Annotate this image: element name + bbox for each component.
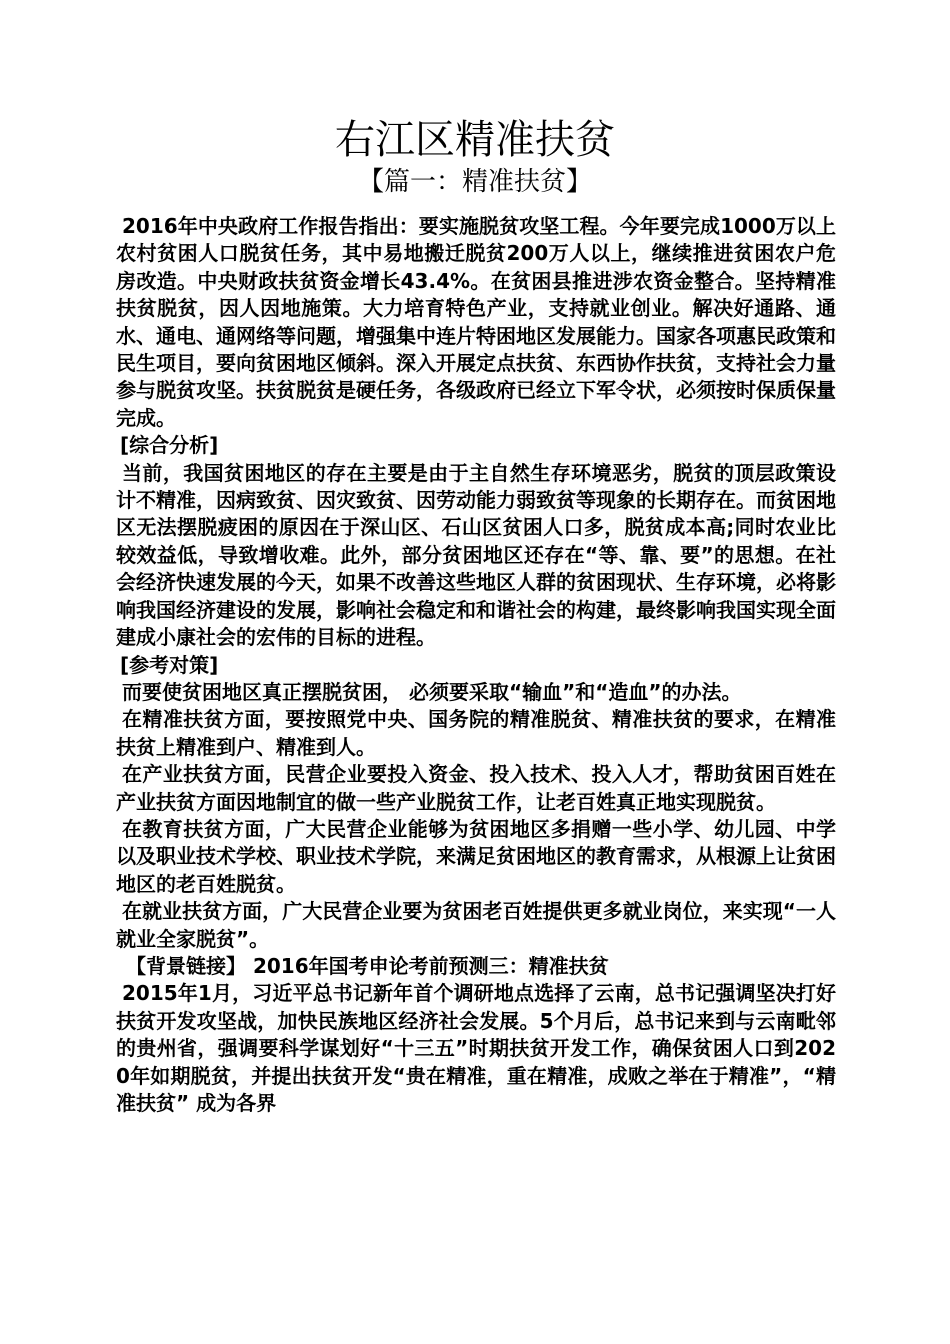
paragraph-measure-1: 而要使贫困地区真正摆脱贫困， 必须要采取“输血”和“造血”的办法。	[122, 679, 742, 704]
paragraph-measure-3: 在产业扶贫方面，民营企业要投入资金、投入技术、投入人才，帮助贫困百姓在产业扶贫方面因地制宜的做一些产业脱贫工作，让老百姓真正地实现脱贫。	[116, 762, 836, 814]
background-title: 2016年国考申论考前预测三：精准扶贫	[246, 953, 609, 978]
document-title: 右江区精准扶贫	[335, 117, 615, 163]
paragraph-background: 2015年1月，习近平总书记新年首个调研地点选择了云南，总书记强调坚决打好扶贫开发攻坚战，加快民族地区经济社会发展。5个月后，总书记来到与云南毗邻的贵州省，强调要科学谋划好“十三五”时期扶贫开发工作，确保贫困人口到2020年如期脱贫，并提出扶贫开发“贵在精准，重在精准，成败之举在于精准”，“精准扶贫” 成为各界	[116, 981, 836, 1115]
paragraph-measure-2: 在精准扶贫方面，要按照党中央、国务院的精准脱贫、精准扶贫的要求，在精准扶贫上精准到户、精准到人。	[116, 707, 836, 759]
paragraph-measure-5: 在就业扶贫方面，广大民营企业要为贫困老百姓提供更多就业岗位，来实现“一人就业全家脱贫”。	[116, 899, 836, 951]
paragraph-analysis: 当前，我国贫困地区的存在主要是由于主自然生存环境恶劣，脱贫的顶层政策设计不精准，因病致贫、因灾致贫、因劳动能力弱致贫等现象的长期存在。而贫困地区无法摆脱疲困的原因在于深山区、石山区贫困人口多，脱贫成本高;同时农业比较效益低，导致增收难。此外，部分贫困地区还存在“等、靠、要”的思想。在社会经济快速发展的今天，如果不改善这些地区人群的贫困现状、生存环境，必将影响我国经济建设的发展，影响社会稳定和和谐社会的构建，最终影响我国实现全面建成小康社会的宏伟的目标的进程。	[116, 460, 836, 650]
document-subtitle: 【篇一：精准扶贫】	[357, 167, 592, 197]
section-heading-analysis: [综合分析]	[120, 433, 219, 458]
background-bracket-label: 【背景链接】	[126, 953, 246, 978]
paragraph-measure-4: 在教育扶贫方面，广大民营企业能够为贫困地区多捐赠一些小学、幼儿园、中学以及职业技术学校、职业技术学院，来满足贫困地区的教育需求，从根源上让贫困地区的老百姓脱贫。	[116, 816, 836, 896]
paragraph-intro: 2016年中央政府工作报告指出：要实施脱贫攻坚工程。今年要完成1000万以上农村贫困人口脱贫任务，其中易地搬迁脱贫200万人以上，继续推进贫困农户危房改造。中央财政扶贫资金增长43.4%。在贫困县推进涉农资金整合。坚持精准扶贫脱贫，因人因地施策。大力培育特色产业，支持就业创业。解决好通路、通水、通电、通网络等问题，增强集中连片特困地区发展能力。国家各项惠民政策和民生项目，要向贫困地区倾斜。深入开展定点扶贫、东西协作扶贫，支持社会力量参与脱贫攻坚。扶贫脱贫是硬任务，各级政府已经立下军令状，必须按时保质保量完成。	[116, 214, 836, 430]
section-heading-measures: [参考对策]	[120, 652, 219, 677]
document-body	[116, 213, 836, 1117]
section-heading-background	[116, 953, 836, 980]
